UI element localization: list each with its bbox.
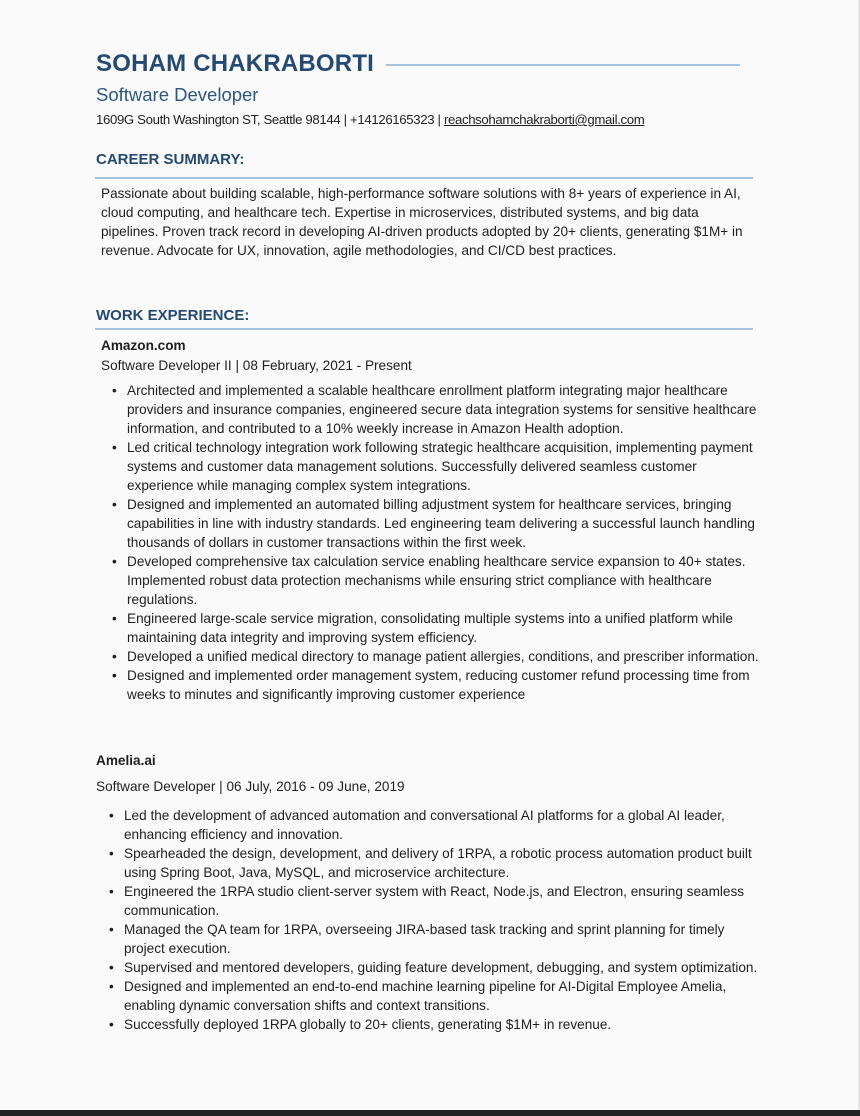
list-item: • Managed the QA team for 1RPA, overseeing JIRA-based task tracking and sprint planning for timely project execution. [98, 920, 758, 958]
job-role: Software Developer | 06 July, 2016 - 09 June, 2019 [96, 779, 405, 794]
list-item: • Led critical technology integration work following strategic healthcare acquisition, implementing payment systems and customer data management solutions. Successfully delivered seamless customer experience while managing complex system integrations. [101, 438, 763, 495]
contact-email-link[interactable]: reachsohamchakraborti@gmail.com [443, 112, 645, 127]
summary-text: Passionate about building scalable, high-performance software solutions with 8+ years of experience in AI, cloud computing, and healthcare tech. Expertise in microservices, distributed systems, and big data pipelines. Proven track record in developing AI-driven products adopted by 20+ clients, generating $1M+ in revenue. Advocate for UX, innovation, agile methodologies, and CI/CD best practices. [101, 186, 743, 258]
section-divider [95, 177, 753, 179]
list-item: • Successfully deployed 1RPA globally to 20+ clients, generating $1M+ in revenue. [98, 1015, 758, 1034]
list-item: • Led the development of advanced automation and conversational AI platforms for a global AI leader, enhancing efficiency and innovation. [98, 806, 758, 844]
list-item: • Designed and implemented an end-to-end machine learning pipeline for AI-Digital Employee Amelia, enabling dynamic conversation shifts and context transitions. [98, 977, 758, 1015]
list-item: • Developed comprehensive tax calculation service enabling healthcare service expansion to 40+ states. Implemented robust data protection mechanisms while ensuring strict compliance with healthcare regulations. [101, 552, 763, 609]
list-item: • Spearheaded the design, development, and delivery of 1RPA, a robotic process automation product built using Spring Boot, Java, MySQL, and microservice architecture. [98, 844, 758, 882]
contact-address: 1609G South Washington ST, Seattle 98144 [96, 112, 341, 127]
contact-line [96, 112, 644, 127]
section-heading-summary: CAREER SUMMARY: [96, 151, 245, 168]
contact-phone: +14126165323 [350, 112, 435, 127]
list-item: • Supervised and mentored developers, guiding feature development, debugging, and system optimization. [98, 958, 758, 977]
list-item: • Designed and implemented order management system, reducing customer refund processing time from weeks to minutes and significantly improving customer experience [101, 666, 763, 704]
name-divider [386, 64, 740, 66]
job-role: Software Developer II | 08 February, 2021 - Present [101, 358, 412, 373]
list-item: • Developed a unified medical directory to manage patient allergies, conditions, and prescriber information. [101, 647, 763, 666]
list-item: • Engineered large-scale service migration, consolidating multiple systems into a unified platform while maintaining data integrity and improving system efficiency. [101, 609, 763, 647]
contact-separator: | [340, 112, 351, 127]
job-company: Amazon.com [101, 338, 186, 353]
candidate-name: SOHAM CHAKRABORTI [96, 50, 375, 77]
candidate-title: Software Developer [96, 84, 259, 105]
list-item: • Architected and implemented a scalable healthcare enrollment platform integrating major healthcare providers and insurance companies, engineered secure data integration systems for sensitive healthcare information, and contributed to a 10% weekly increase in Amazon Health adoption. [101, 381, 763, 438]
job-company: Amelia.ai [96, 753, 156, 768]
viewer-bottom-bar [0, 1110, 860, 1116]
job-bullets [101, 381, 763, 704]
contact-separator: | [434, 112, 444, 127]
job-bullets [98, 806, 758, 1034]
section-divider [95, 328, 753, 330]
list-item: • Engineered the 1RPA studio client-server system with React, Node.js, and Electron, ensuring seamless communication. [98, 882, 758, 920]
section-heading-experience: WORK EXPERIENCE: [96, 307, 250, 324]
list-item: • Designed and implemented an automated billing adjustment system for healthcare services, bringing capabilities in line with industry standards. Led engineering team delivering a successful launch handling thousands of dollars in customer transactions within the first week. [101, 495, 763, 552]
